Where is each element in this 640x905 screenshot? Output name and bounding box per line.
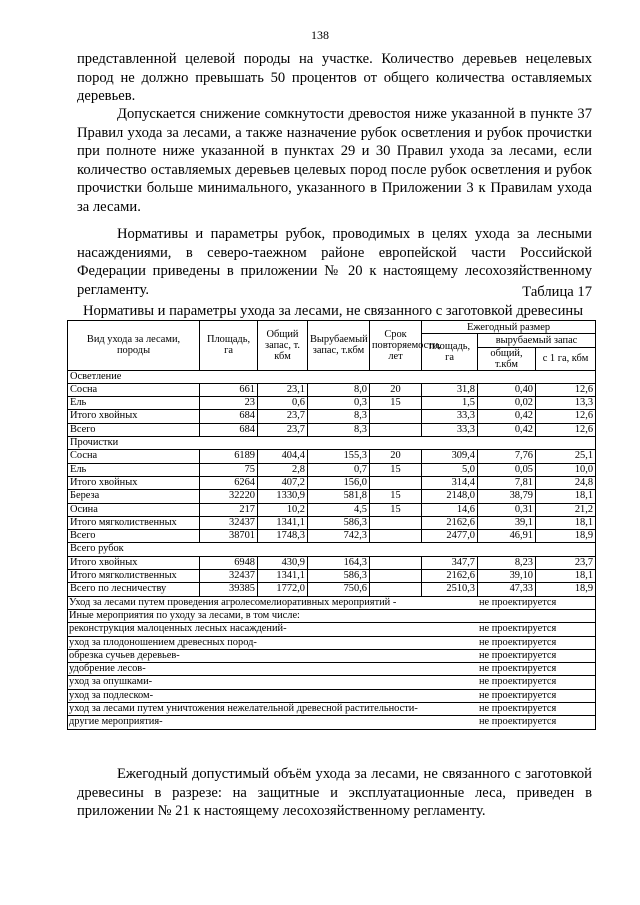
- table-cell: 750,6: [308, 583, 370, 596]
- table-cell: 2,8: [258, 463, 308, 476]
- table-cell: 407,2: [258, 476, 308, 489]
- table-cell: 309,4: [422, 450, 478, 463]
- table-cell: 15: [370, 490, 422, 503]
- table-cell: Итого хвойных: [68, 476, 200, 489]
- table-row: [68, 490, 596, 503]
- table-cell: 1,5: [422, 397, 478, 410]
- table-cell: 7,81: [478, 476, 536, 489]
- note-cell: [68, 689, 596, 702]
- table-cell: Сосна: [68, 383, 200, 396]
- table-cell: 39,1: [478, 516, 536, 529]
- table-cell: 15: [370, 463, 422, 476]
- note-row: [68, 703, 596, 716]
- table-cell: 32437: [200, 570, 258, 583]
- table-body: [68, 370, 596, 729]
- table-cell: [370, 530, 422, 543]
- table-row: [68, 570, 596, 583]
- table-cell: 1341,1: [258, 570, 308, 583]
- table-cell: 20: [370, 450, 422, 463]
- table-cell: 31,8: [422, 383, 478, 396]
- note-text: уход за лесами путем уничтожения нежелательной древесной растительности-: [69, 703, 418, 715]
- table-cell: 2510,3: [422, 583, 478, 596]
- table-cell: 8,0: [308, 383, 370, 396]
- note-text: другие мероприятия-: [69, 716, 163, 728]
- table-cell: 38,79: [478, 490, 536, 503]
- table-cell: 23,7: [258, 423, 308, 436]
- table-row: [68, 450, 596, 463]
- table-row: [68, 583, 596, 596]
- note-row: [68, 649, 596, 662]
- paragraph-2: Допускается снижение сомкнутости древостоя ниже указанной в пункте 37 Правил ухода за лесами, а также назначение рубок осветления и рубок прочистки при полноте ниже указанной в пунктах 29 и 30 Правил ухода за лесами, если количество оставляемых деревьев целевых пород после рубок осветления и рубок прочистки больше минимального, указанного в Приложении 3 к Правилам ухода за лесами.: [77, 106, 592, 215]
- note-row: [68, 623, 596, 636]
- table-cell: 47,33: [478, 583, 536, 596]
- table-cell: 12,6: [536, 410, 596, 423]
- header-kind: Вид ухода за лесами, породы: [68, 321, 200, 371]
- header-annual: Ежегодный размер: [422, 321, 596, 334]
- table-cell: 684: [200, 410, 258, 423]
- group-title-row: [68, 543, 596, 556]
- table-cell: 38701: [200, 530, 258, 543]
- table-cell: 217: [200, 503, 258, 516]
- table-row: [68, 463, 596, 476]
- note-cell: [68, 663, 596, 676]
- table-cell: 2148,0: [422, 490, 478, 503]
- table-cell: 347,7: [422, 556, 478, 569]
- table-cell: 684: [200, 423, 258, 436]
- table-cell: 46,91: [478, 530, 536, 543]
- table-cell: 2162,6: [422, 516, 478, 529]
- table-cell: 10,0: [536, 463, 596, 476]
- table-cell: 18,1: [536, 516, 596, 529]
- note-text: Иные мероприятия по уходу за лесами, в том числе:: [69, 609, 300, 621]
- table-cell: 586,3: [308, 516, 370, 529]
- table-cell: 0,3: [308, 397, 370, 410]
- note-text: уход за плодоношением древесных пород-: [69, 636, 257, 648]
- table-cell: 661: [200, 383, 258, 396]
- table-cell: 0,05: [478, 463, 536, 476]
- table-cell: Итого хвойных: [68, 410, 200, 423]
- table-cell: 15: [370, 397, 422, 410]
- table-cell: 581,8: [308, 490, 370, 503]
- note-cell: [68, 703, 596, 716]
- paragraph-3: Нормативы и параметры рубок, проводимых в целях ухода за лесными насаждениями, в северо-таежном районе европейской части Российской Федерации приведены в приложении № 20 к настоящему лесохозяйственному регламенту.: [77, 226, 592, 298]
- note-cell: [68, 623, 596, 636]
- table-cell: 6189: [200, 450, 258, 463]
- table-cell: 8,23: [478, 556, 536, 569]
- header-area: Площадь, га: [200, 321, 258, 371]
- table-cell: 1772,0: [258, 583, 308, 596]
- table-row: [68, 516, 596, 529]
- table-cell: 164,3: [308, 556, 370, 569]
- table-cell: Ель: [68, 463, 200, 476]
- table-cell: 39385: [200, 583, 258, 596]
- table-cell: Итого мягколиственных: [68, 516, 200, 529]
- header-total-stock: Общий запас, т. кбм: [258, 321, 308, 371]
- header-per-ha: с 1 га, кбм: [536, 347, 596, 370]
- table-cell: [370, 516, 422, 529]
- group-title-row: [68, 370, 596, 383]
- table-cell: 12,6: [536, 423, 596, 436]
- table-cell: 18,9: [536, 583, 596, 596]
- table-cell: [370, 556, 422, 569]
- table-cell: Сосна: [68, 450, 200, 463]
- table-cell: 2477,0: [422, 530, 478, 543]
- note-text: уход за подлеском-: [69, 689, 154, 701]
- note-row: [68, 609, 596, 622]
- header-cut-total: общий, т.кбм: [478, 347, 536, 370]
- note-status: не проектируется: [479, 689, 557, 701]
- group-title-row: [68, 437, 596, 450]
- paragraph-4: Ежегодный допустимый объём ухода за лесами, не связанного с заготовкой древесины в разрезе: на защитные и эксплуатационные леса, приведен в приложении № 21 к настоящему лесохозяйственному регламенту.: [77, 766, 592, 819]
- table-cell: 8,3: [308, 410, 370, 423]
- group-title: Осветление: [68, 370, 596, 383]
- table-row: [68, 503, 596, 516]
- note-row: [68, 676, 596, 689]
- table-cell: [370, 476, 422, 489]
- table-cell: 21,2: [536, 503, 596, 516]
- note-row: [68, 663, 596, 676]
- table-cell: 23,1: [258, 383, 308, 396]
- table-cell: 1748,3: [258, 530, 308, 543]
- note-text: Уход за лесами путем проведения агролесомелиоративных мероприятий -: [69, 596, 397, 608]
- table-row: [68, 410, 596, 423]
- table-cell: Итого хвойных: [68, 556, 200, 569]
- table-cell: 5,0: [422, 463, 478, 476]
- table-cell: 15: [370, 503, 422, 516]
- note-cell: [68, 609, 596, 622]
- note-cell: [68, 716, 596, 729]
- table-cell: 0,42: [478, 410, 536, 423]
- table-cell: 75: [200, 463, 258, 476]
- note-status: не проектируется: [479, 623, 557, 635]
- table-cell: 404,4: [258, 450, 308, 463]
- table-title: Нормативы и параметры ухода за лесами, не связанного с заготовкой древесины: [82, 303, 584, 319]
- table-cell: Итого мягколиственных: [68, 570, 200, 583]
- header-annual-area: площадь, га: [422, 334, 478, 370]
- table-cell: 18,1: [536, 570, 596, 583]
- table-cell: 314,4: [422, 476, 478, 489]
- table-cell: 33,3: [422, 423, 478, 436]
- table-cell: 0,42: [478, 423, 536, 436]
- table-cell: 18,1: [536, 490, 596, 503]
- table-cell: 33,3: [422, 410, 478, 423]
- note-text: обрезка сучьев деревьев-: [69, 649, 180, 661]
- table-cell: 23,7: [536, 556, 596, 569]
- table-cell: 24,8: [536, 476, 596, 489]
- table-cell: 0,6: [258, 397, 308, 410]
- table-cell: 0,02: [478, 397, 536, 410]
- note-status: не проектируется: [479, 676, 557, 688]
- note-cell: [68, 596, 596, 609]
- table-cell: 20: [370, 383, 422, 396]
- group-title: Прочистки: [68, 437, 596, 450]
- table-cell: 12,6: [536, 383, 596, 396]
- table-cell: Ель: [68, 397, 200, 410]
- note-status: не проектируется: [479, 636, 557, 648]
- note-text: уход за опушками-: [69, 676, 153, 688]
- table-cell: 7,76: [478, 450, 536, 463]
- table-cell: 742,3: [308, 530, 370, 543]
- table-cell: 39,10: [478, 570, 536, 583]
- note-text: удобрение лесов-: [69, 663, 146, 675]
- norms-table: [67, 320, 596, 730]
- note-status: не проектируется: [479, 703, 557, 715]
- table-cell: 23,7: [258, 410, 308, 423]
- table-cell: Береза: [68, 490, 200, 503]
- table-cell: 32437: [200, 516, 258, 529]
- table-row: [68, 530, 596, 543]
- table-cell: 13,3: [536, 397, 596, 410]
- table-cell: 430,9: [258, 556, 308, 569]
- table-cell: 0,7: [308, 463, 370, 476]
- paragraph-1: представленной целевой породы на участке. Количество деревьев нецелевых пород не должно превышать 50 процентов от общего количества оставляемых деревьев.: [77, 51, 592, 104]
- table-cell: 10,2: [258, 503, 308, 516]
- table-cell: 156,0: [308, 476, 370, 489]
- note-status: не проектируется: [479, 596, 557, 608]
- page-number: 138: [311, 28, 329, 42]
- table-cell: [370, 423, 422, 436]
- table-cell: 4,5: [308, 503, 370, 516]
- table-cell: 586,3: [308, 570, 370, 583]
- note-status: не проектируется: [479, 649, 557, 661]
- table-cell: Всего: [68, 530, 200, 543]
- note-text: реконструкция малоценных лесных насаждений-: [69, 623, 287, 635]
- header-cut-stock: Вырубаемый запас, т.кбм: [308, 321, 370, 371]
- table-cell: 0,40: [478, 383, 536, 396]
- note-status: не проектируется: [479, 716, 557, 728]
- table-cell: 6948: [200, 556, 258, 569]
- table-cell: 23: [200, 397, 258, 410]
- table-cell: 0,31: [478, 503, 536, 516]
- note-row: [68, 716, 596, 729]
- header-cut-group: вырубаемый запас: [478, 334, 596, 347]
- table-row: [68, 383, 596, 396]
- note-status: не проектируется: [479, 663, 557, 675]
- table-cell: [370, 410, 422, 423]
- table-row: [68, 397, 596, 410]
- table-label: Таблица 17: [522, 284, 592, 300]
- table-row: [68, 556, 596, 569]
- table-cell: Всего: [68, 423, 200, 436]
- table-cell: 1341,1: [258, 516, 308, 529]
- note-row: [68, 596, 596, 609]
- table-cell: 6264: [200, 476, 258, 489]
- table-cell: [370, 583, 422, 596]
- table-cell: 18,9: [536, 530, 596, 543]
- table-cell: 14,6: [422, 503, 478, 516]
- note-cell: [68, 649, 596, 662]
- table-cell: 8,3: [308, 423, 370, 436]
- table-row: [68, 423, 596, 436]
- group-title: Всего рубок: [68, 543, 596, 556]
- table-cell: 32220: [200, 490, 258, 503]
- table-cell: 155,3: [308, 450, 370, 463]
- header-repeat: Срок повторяемости, лет: [370, 321, 422, 371]
- note-cell: [68, 636, 596, 649]
- table-cell: [370, 570, 422, 583]
- table-cell: Всего по лесничеству: [68, 583, 200, 596]
- note-row: [68, 689, 596, 702]
- table-row: [68, 476, 596, 489]
- note-row: [68, 636, 596, 649]
- note-cell: [68, 676, 596, 689]
- table-cell: 1330,9: [258, 490, 308, 503]
- table-cell: Осина: [68, 503, 200, 516]
- table-cell: 2162,6: [422, 570, 478, 583]
- table-cell: 25,1: [536, 450, 596, 463]
